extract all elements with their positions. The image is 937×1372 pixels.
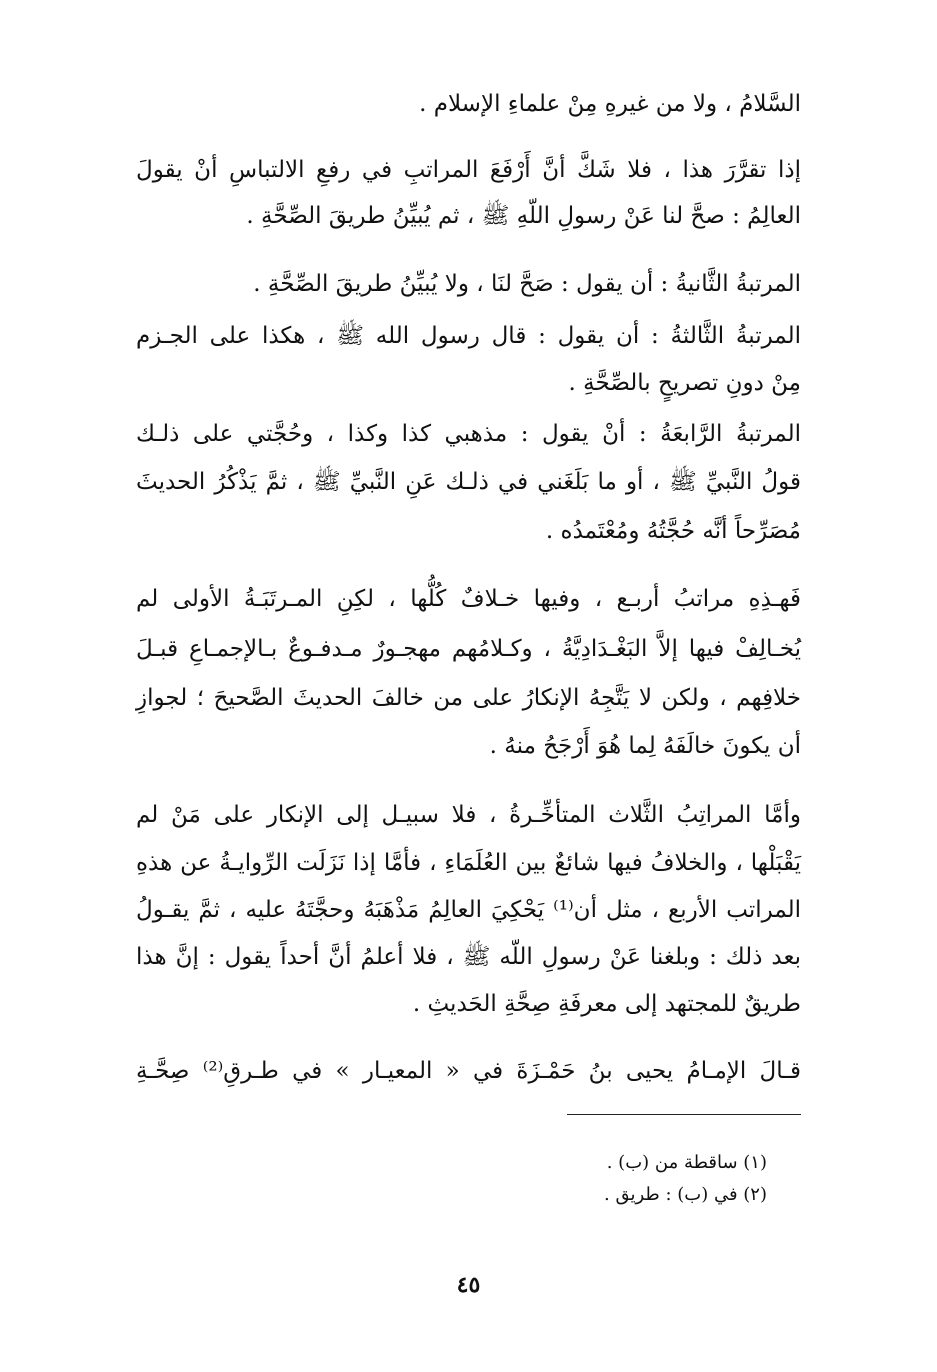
text-line: مِنْ دونِ تصريحٍ بالصِّحَّةِ . bbox=[568, 370, 801, 396]
text-line: قـالَ الإمـامُ يحيى بنُ حَمْـزَةَ في « المعيـار » في طـرقِ⁽²⁾ صِحَّـةِ bbox=[136, 1058, 801, 1084]
text-line: يَقْبَلْها ، والخلافُ فيها شائعٌ بين العُلَمَاءِ ، فأمَّا إذا نَزَلَت الرِّوايـةُ عن هذهِ bbox=[136, 850, 801, 876]
text-line: المرتبةُ الرَّابعَةُ : أنْ يقول : مذهبي كذا وكذا ، وحُجَّتي على ذلـك bbox=[136, 421, 801, 447]
text-line: قولُ النَّبيِّ ﷺ ، أو ما بَلَغَني في ذلـك عَنِ النَّبيِّ ﷺ ، ثمَّ يَذْكُرُ الحديثَ bbox=[136, 469, 801, 495]
text-line: طريقٌ للمجتهد إلى معرفَةِ صِحَّةِ الحَديثِ . bbox=[412, 991, 801, 1017]
text-line: المراتب الأربع ، مثل أن⁽¹⁾ يَحْكِيَ العالِمُ مَذْهَبَهُ وحجَّتَهُ عليه ، ثمَّ يقـولُ bbox=[136, 897, 802, 923]
text-line: مُصَرِّحاً أنَّه حُجَّتُهُ ومُعْتَمدُه . bbox=[545, 518, 801, 544]
text-line: أن يكونَ خالَفَهُ لِما هُوَ أَرْجَحُ منهُ . bbox=[489, 733, 801, 759]
text-line: خلافِهم ، ولكن لا يَتَّجِهُ الإنكارُ على من خالفَ الحديثَ الصَّحيحَ ؛ لجوازِ bbox=[136, 685, 801, 711]
text-line: بعد ذلك : وبلغنا عَنْ رسولِ اللّه ﷺ ، فلا أعلمُ أنَّ أحداً يقول : إنَّ هذا bbox=[136, 944, 801, 970]
text-line: فَهـذِهِ مراتبُ أربـع ، وفيها خـلافٌ كُلُّها ، لكِنِ المـرتَبَـةُ الأولى لم bbox=[136, 586, 801, 612]
text-line: العالِمُ : صحَّ لنا عَنْ رسولِ اللّهِ ﷺ ، ثم يُبيِّنُ طريقَ الصِّحَّةِ . bbox=[246, 203, 801, 229]
text-line: السَّلامُ ، ولا من غيرهِ مِنْ علماءِ الإسلام . bbox=[419, 91, 801, 117]
page-number: ٤٥ bbox=[456, 1272, 481, 1298]
text-line: يُخـالِفْ فيها إلاَّ البَغْـدَادِيَّةُ ، وكـلامُهم مهجـورٌ مـدفـوعٌ بـالإجمـاعِ قبـلَ bbox=[136, 636, 801, 662]
text-line: إذا تقرَّرَ هذا ، فلا شَكَّ أنَّ أَرْفَعَ المراتبِ في رفعِ الالتباسِ أنْ يقولَ bbox=[136, 157, 801, 183]
footnote: (٢) في (ب) : طريق . bbox=[604, 1184, 767, 1205]
text-line: المرتبةُ الثَّانيةُ : أن يقول : صَحَّ لنَا ، ولا يُبيِّنُ طريقَ الصِّحَّةِ . bbox=[253, 271, 801, 297]
footnote-separator bbox=[567, 1114, 801, 1115]
text-line: وأمَّا المراتِبُ الثَّلاث المتأخِّـرةُ ، فلا سبيـل إلى الإنكار على مَنْ لم bbox=[136, 802, 801, 828]
footnote: (١) ساقطة من (ب) . bbox=[606, 1152, 767, 1173]
text-line: المرتبةُ الثَّالثةُ : أن يقول : قال رسول الله ﷺ ، هكذا على الجـزم bbox=[136, 323, 801, 349]
